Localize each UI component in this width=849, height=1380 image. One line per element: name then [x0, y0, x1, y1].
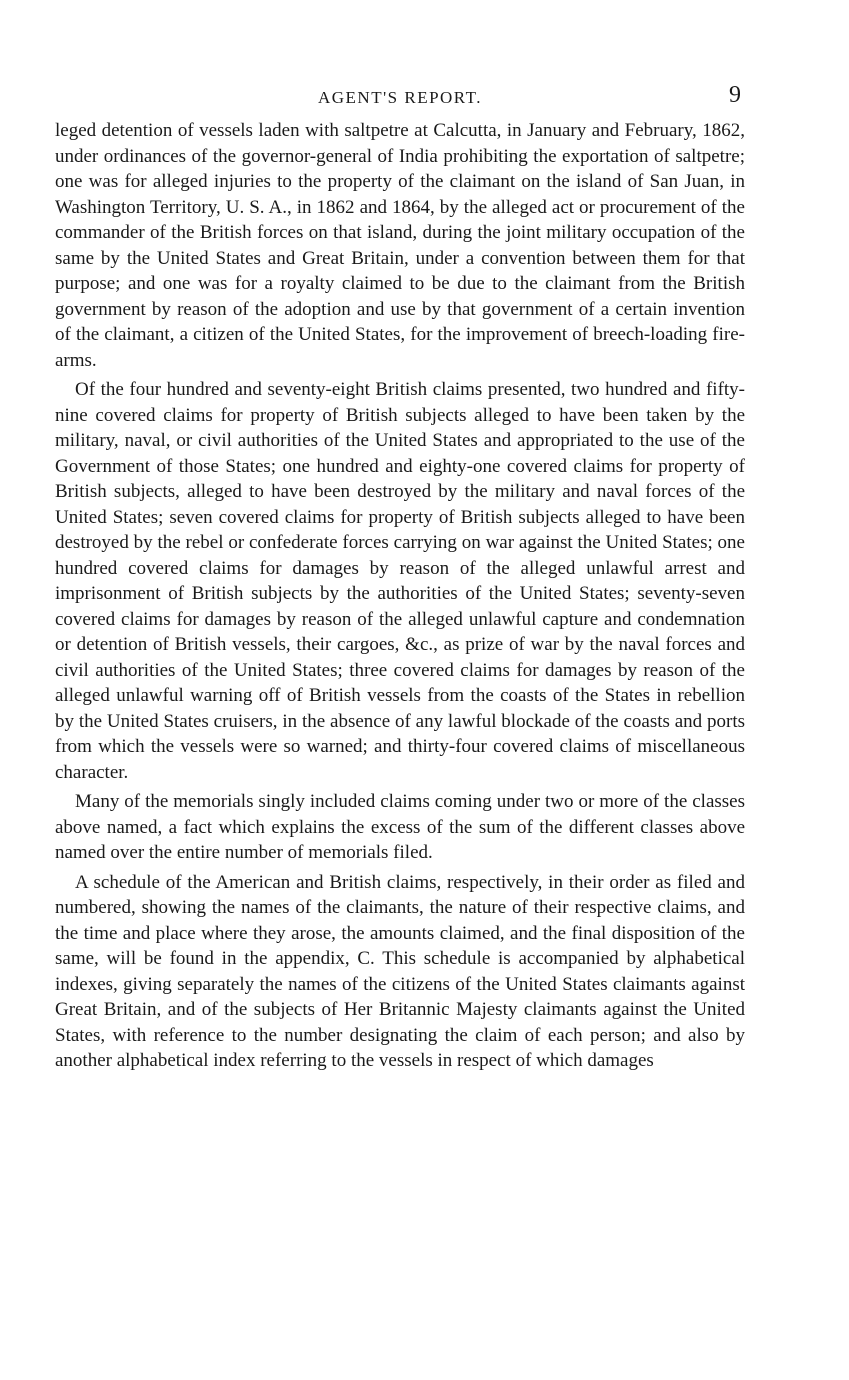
paragraph-british-claims: Of the four hundred and seventy-eight British claims presented, two hundred and fifty-nine covered claims for property of British subjects alleged to have been taken by the military, naval, or civil authorities of the United States and appropriated to the use of the Government of those States; one hundred and eighty-one covered claims for property of British subjects, alleged to have been destroyed by the military and naval forces of the United States; seven covered claims for property of British subjects alleged to have been destroyed by the rebel or confederate forces carrying on war against the United States; one hundred covered claims for damages by reason of the alleged unlawful arrest and imprisonment of British subjects by the authorities of the United States; seventy-seven covered claims for damages by reason of the alleged unlawful capture and condemnation or detention of British vessels, their cargoes, &c., as prize of war by the naval forces and civil authorities of the United States; three covered claims for damages by reason of the alleged unlawful warning off of British vessels from the coasts of the States in rebellion by the United States cruisers, in the absence of any lawful blockade of the coasts and ports from which the vessels were so warned; and thirty-four covered claims of miscellaneous character. [55, 379, 745, 783]
paragraph-schedule: A schedule of the American and British claims, respectively, in their order as filed and numbered, showing the names of the claimants, the nature of their respective claims, and the time and place where they arose, the amounts claimed, and the final disposition of the same, will be found in the appendix, C. This schedule is accompanied by alphabetical indexes, giving separately the names of the citizens of the United States claimants against Great Britain, and of the subjects of Her Britannic Majesty claimants against the United States, with reference to the number designating the claim of each person; and also by another alphabetical index referring to the vessels in respect of which damages [55, 871, 745, 1071]
paragraph-memorials: Many of the memorials singly included claims coming under two or more of the classes above named, a fact which explains the excess of the sum of the different classes above named over the entire number of memorials filed. [55, 791, 745, 863]
body-text [55, 118, 745, 1074]
document-page [55, 80, 745, 1074]
running-header [55, 80, 745, 114]
running-title: AGENT'S REPORT. [317, 88, 482, 107]
paragraph-continued: leged detention of vessels laden with saltpetre at Calcutta, in January and February, 1862, under ordinances of the governor-general of India prohibiting the exportation of saltpetre; one was for alleged injuries to the property of the claimant on the island of San Juan, in Washington Territory, U. S. A., in 1862 and 1864, by the alleged act or procurement of the commander of the British forces on that island, during the joint military occupation of the same by the United States and Great Britain, under a convention between them for that purpose; and one was for a royalty claimed to be due to the claimant from the British government by reason of the adoption and use by that government of a certain invention of the claimant, a citizen of the United States, for the improvement of breech-loading fire-arms. [55, 120, 745, 371]
page-number: 9 [729, 82, 741, 108]
